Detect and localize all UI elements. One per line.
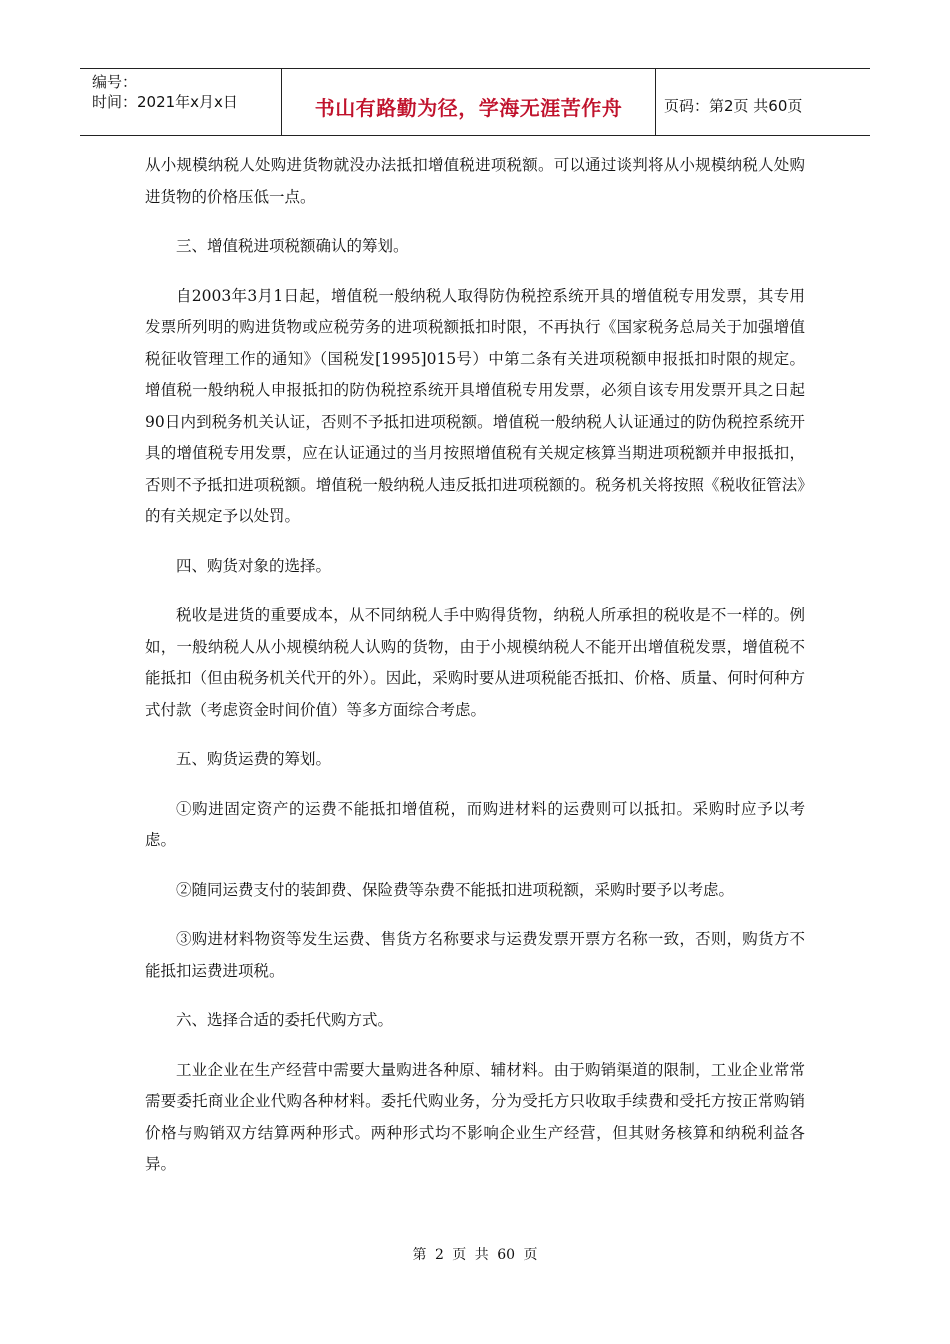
document-body (145, 150, 805, 1199)
header-meta-cell (80, 69, 282, 135)
list-item: ①购进固定资产的运费不能抵扣增值税，而购进材料的运费则可以抵扣。采购时应予以考虑。 (145, 799, 805, 849)
paragraph: 税收是进货的重要成本，从不同纳税人手中购得货物，纳税人所承担的税收是不一样的。例如，一般纳税人从小规模纳税人认购的货物，由于小规模纳税人不能开出增值税发票，增值税不能抵扣（但由税务机关代开的外）。因此，采购时要从进项税能否抵扣、价格、质量、何时何种方式付款（考虑资金时间价值）等多方面综合考虑。 (145, 606, 805, 719)
document-header (80, 68, 870, 136)
section-heading: 四、购货对象的选择。 (176, 556, 332, 575)
motto-text: 书山有路勤为径，学海无涯苦作舟 (314, 95, 623, 120)
section-heading: 三、增值税进项税额确认的筹划。 (176, 237, 409, 255)
page-footer: 第 2 页 共 60 页 (412, 1247, 538, 1263)
list-item: ③购进材料物资等发生运费、售货方名称要求与运费发票开票方名称一致，否则，购货方不能抵扣运费进项税。 (145, 930, 805, 980)
header-page-cell (656, 69, 870, 135)
list-item: ②随同运费支付的装卸费、保险费等杂费不能抵扣进项税额，采购时要予以考虑。 (176, 880, 735, 899)
date-label: 时间：2021年x月x日 (92, 93, 238, 111)
paragraph: 自2003年3月1日起，增值税一般纳税人取得防伪税控系统开具的增值税专用发票，其专用发票所列明的购进货物或应税劳务的进项税额抵扣时限，不再执行《国家税务总局关于加强增值税征收管理工作的通知》（国税发[1995]015号）中第二条有关进项税额申报抵扣时限的规定。增值税一般纳税人申报抵扣的防伪税控系统开具增值税专用发票，必须自该专用发票开具之日起90日内到税务机关认证，否则不予抵扣进项税额。增值税一般纳税人认证通过的防伪税控系统开具的增值税专用发票，应在认证通过的当月按照增值税有关规定核算当期进项税额并申报抵扣，否则不予抵扣进项税额。增值税一般纳税人违反抵扣进项税额的。税务机关将按照《税收征管法》的有关规定予以处罚。 (145, 286, 805, 525)
doc-number-label: 编号： (92, 73, 138, 91)
section-heading: 六、选择合适的委托代购方式。 (176, 1011, 394, 1029)
header-page-info: 页码：第2页 共60页 (664, 96, 803, 115)
paragraph: 工业企业在生产经营中需要大量购进各种原、辅材料。由于购销渠道的限制，工业企业常常需要委托商业企业代购各种材料。委托代购业务，分为受托方只收取手续费和受托方按正常购销价格与购销双方结算两种形式。两种形式均不影响企业生产经营，但其财务核算和纳税利益各异。 (145, 1060, 805, 1173)
paragraph: 从小规模纳税人处购进货物就没办法抵扣增值税进项税额。可以通过谈判将从小规模纳税人处购进货物的价格压低一点。 (145, 156, 805, 206)
section-heading: 五、购货运费的筹划。 (176, 750, 332, 768)
header-motto-cell (282, 69, 656, 135)
